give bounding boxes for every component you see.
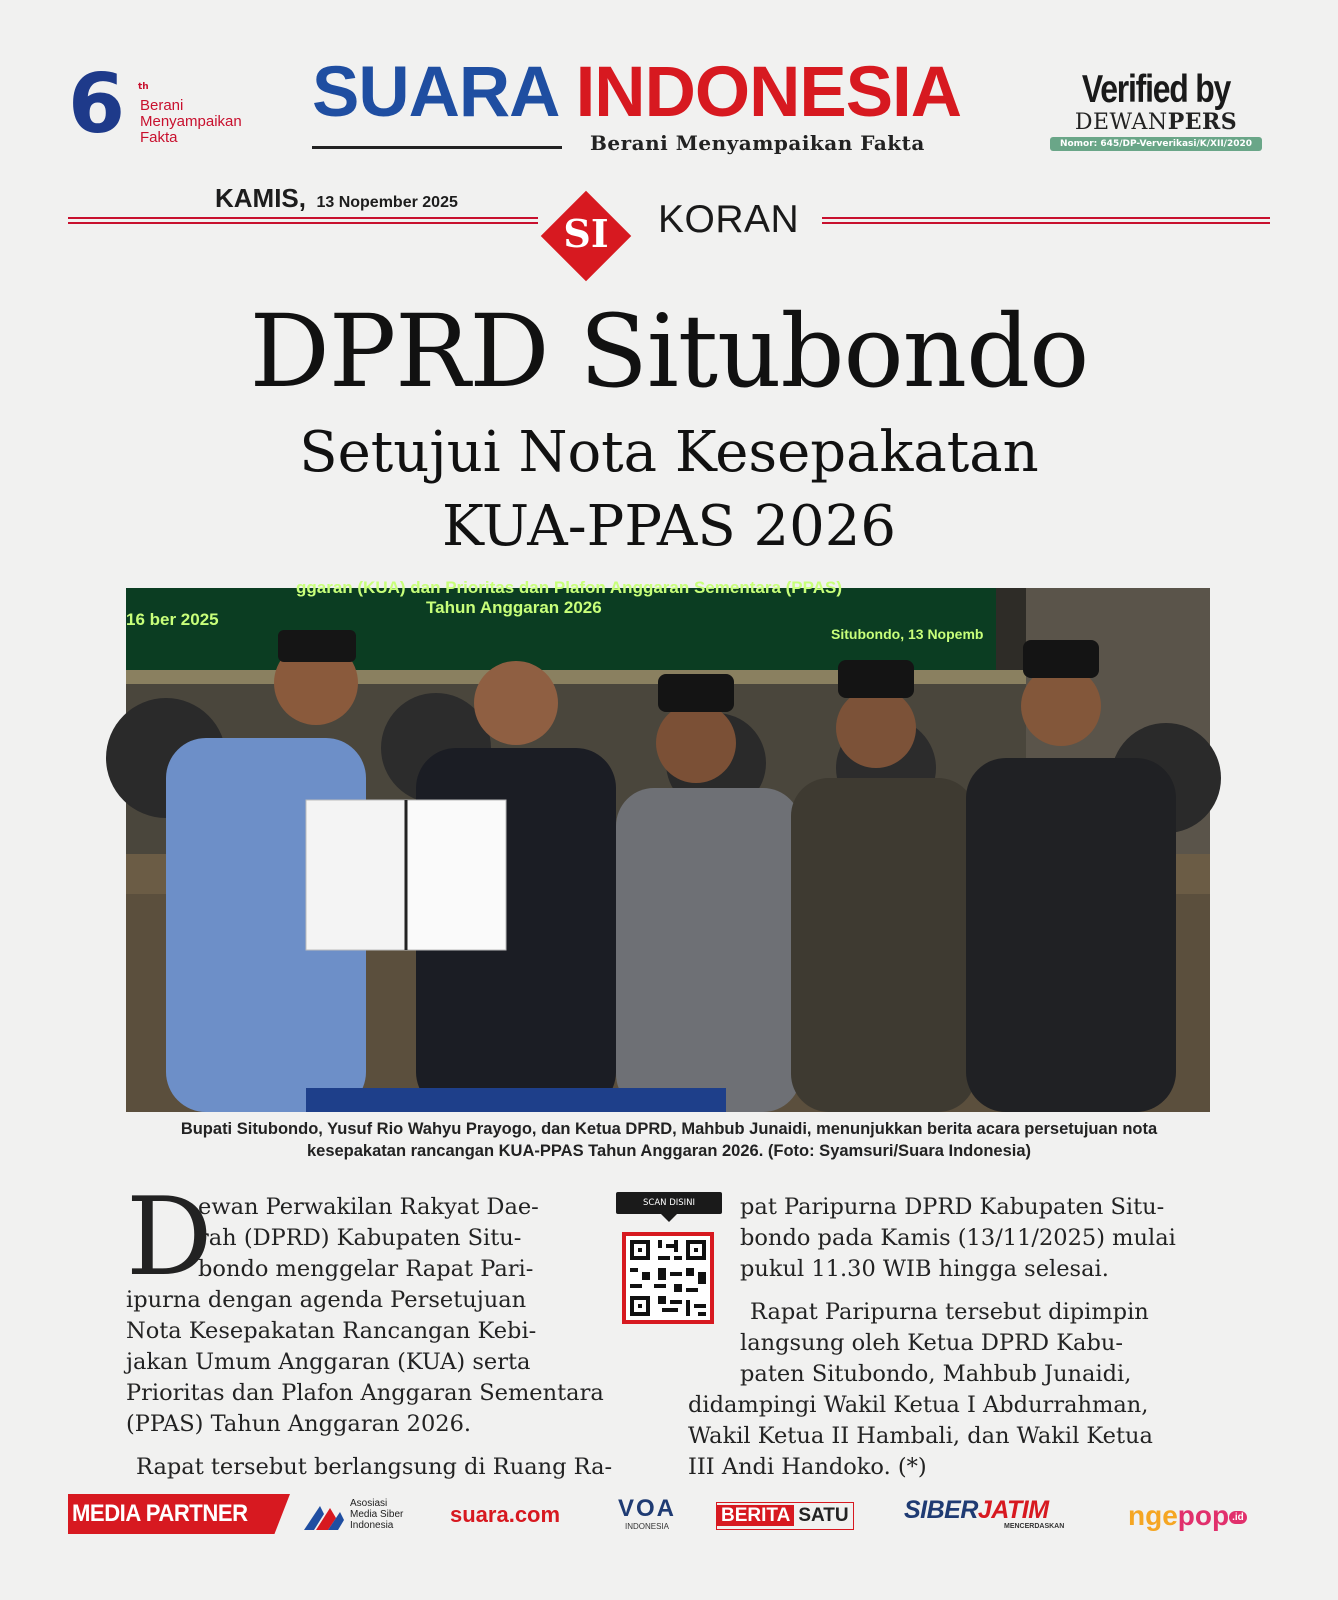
dewan-pers-logo (1046, 110, 1266, 135)
siberjatim-sub: MENCERDASKAN (1004, 1523, 1065, 1530)
issue-date: 13 Nopember 2025 (316, 194, 458, 211)
section-name: KORAN (658, 198, 800, 241)
verified-badge (1046, 70, 1266, 151)
ngepop-part-1: nge (1128, 1500, 1178, 1531)
amsi-line: Indonesia (350, 1520, 394, 1531)
article-column-2 (688, 1192, 1218, 1483)
brand-tagline: Berani Menyampaikan Fakta (590, 131, 925, 155)
ngepop-part-3: .id (1229, 1511, 1247, 1524)
voa-text: VOA (617, 1495, 676, 1522)
issue-day: KAMIS, (215, 183, 306, 213)
partner-label-text: MEDIA PARTNER (72, 1500, 248, 1527)
media-partner-label (68, 1494, 290, 1534)
article-line: (PPAS) Tahun Anggaran 2026. (126, 1411, 472, 1437)
article-line: bondo menggelar Rapat Pari- (198, 1256, 534, 1282)
amsi-logo[interactable] (302, 1496, 422, 1536)
siberjatim-logo[interactable] (904, 1496, 1094, 1536)
si-diamond-logo (540, 190, 636, 286)
amsi-text (350, 1498, 403, 1531)
screen-text-line-1: ggaran (KUA) dan Prioritas dan Plafon Anggaran Sementara (PPAS) (296, 578, 842, 597)
anniversary-line: Menyampaikan (140, 113, 242, 130)
article-line: rah (DPRD) Kabupaten Situ- (198, 1225, 522, 1251)
dateline (215, 183, 458, 214)
berita-word: BERITA (717, 1505, 794, 1526)
tagline-rule (312, 146, 562, 149)
anniversary-suffix: th (138, 82, 149, 92)
voa-sub: INDONESIA (624, 1522, 669, 1531)
anniversary-text (140, 98, 242, 146)
article-line: Prioritas dan Plafon Anggaran Sementara (126, 1380, 604, 1406)
photo-illustration (126, 588, 1210, 1112)
siberjatim-text (904, 1496, 1094, 1524)
article-line: Rapat Paripurna tersebut dipimpin (750, 1299, 1149, 1325)
screen-text-line-2: Tahun Anggaran 2026 (426, 598, 602, 617)
brand-logo (312, 53, 1027, 132)
verified-title: Verified by (1081, 68, 1231, 111)
article-line: ewan Perwakilan Rakyat Dae- (198, 1194, 539, 1220)
brand-word-indonesia: INDONESIA (575, 53, 962, 132)
suara-com-logo[interactable]: suara.com (450, 1502, 561, 1527)
rule-right (822, 217, 1270, 227)
article-line: langsung oleh Ketua DPRD Kabu- (740, 1330, 1123, 1356)
anniversary-line: Berani (140, 97, 184, 114)
article-line: Nota Kesepakatan Rancangan Kebi- (126, 1318, 537, 1344)
photo-caption: Bupati Situbondo, Yusuf Rio Wahyu Prayogo, dan Ketua DPRD, Mahbub Junaidi, menunjukkan berita acara persetujuan nota kesepakatan rancangan KUA-PPAS Tahun Anggaran 2026. (Foto: Syamsuri/Suara Indonesia) (180, 1120, 1158, 1160)
siber-word: SIBER (904, 1496, 978, 1524)
article-column-1 (126, 1175, 636, 1483)
rule-left (68, 217, 538, 227)
dewan-text: DEWAN (1074, 110, 1168, 135)
article-line: ipurna dengan agenda Persetujuan (126, 1287, 527, 1313)
article-line: didampingi Wakil Ketua I Abdurrahman, (688, 1392, 1149, 1418)
voa-logo[interactable] (612, 1496, 682, 1536)
article-line: paten Situbondo, Mahbub Junaidi, (740, 1361, 1132, 1387)
satu-word: SATU (798, 1505, 849, 1526)
scan-arrow-icon (661, 1214, 677, 1222)
anniversary-line: Fakta (140, 129, 178, 146)
article-line: Rapat tersebut berlangsung di Ruang Ra- (136, 1454, 613, 1480)
amsi-mark-icon (302, 1500, 346, 1534)
screen-date-left: 16 ber 2025 (126, 610, 219, 629)
headline-main: DPRD Situbondo (249, 293, 1089, 410)
amsi-line: Media Siber (350, 1509, 404, 1520)
article-line: jakan Umum Anggaran (KUA) serta (126, 1349, 531, 1375)
pers-text: PERS (1167, 109, 1238, 135)
verification-number: Nomor: 645/DP-Ververikasi/K/XII/2020 (1050, 137, 1262, 151)
article-line: bondo pada Kamis (13/11/2025) mulai (740, 1225, 1176, 1251)
anniversary-number: 6 (68, 57, 126, 152)
amsi-line: Asosiasi (350, 1498, 388, 1509)
section-mark: SI (563, 211, 609, 256)
ngepop-part-2: pop (1177, 1500, 1230, 1531)
ngepop-logo[interactable] (1128, 1500, 1247, 1540)
beritasatu-logo[interactable] (716, 1502, 854, 1530)
jatim-word: JATIM (977, 1496, 1049, 1524)
screen-date-right: Situbondo, 13 Nopemb (831, 626, 984, 642)
scan-label: SCAN DISINI (616, 1192, 722, 1214)
headline-sub-1: Setujui Nota Kesepakatan (299, 420, 1039, 485)
article-line: III Andi Handoko. (*) (688, 1454, 927, 1480)
article-line: pukul 11.30 WIB hingga selesai. (740, 1256, 1109, 1282)
anniversary-logo (68, 57, 283, 160)
headline-sub-2: KUA-PPAS 2026 (441, 494, 896, 559)
news-photo (126, 578, 1210, 1112)
brand-word-suara: SUARA (312, 53, 557, 132)
article-line: Wakil Ketua II Hambali, dan Wakil Ketua (688, 1423, 1153, 1449)
article-line: pat Paripurna DPRD Kabupaten Situ- (740, 1194, 1165, 1220)
drop-cap: D (126, 1175, 213, 1300)
